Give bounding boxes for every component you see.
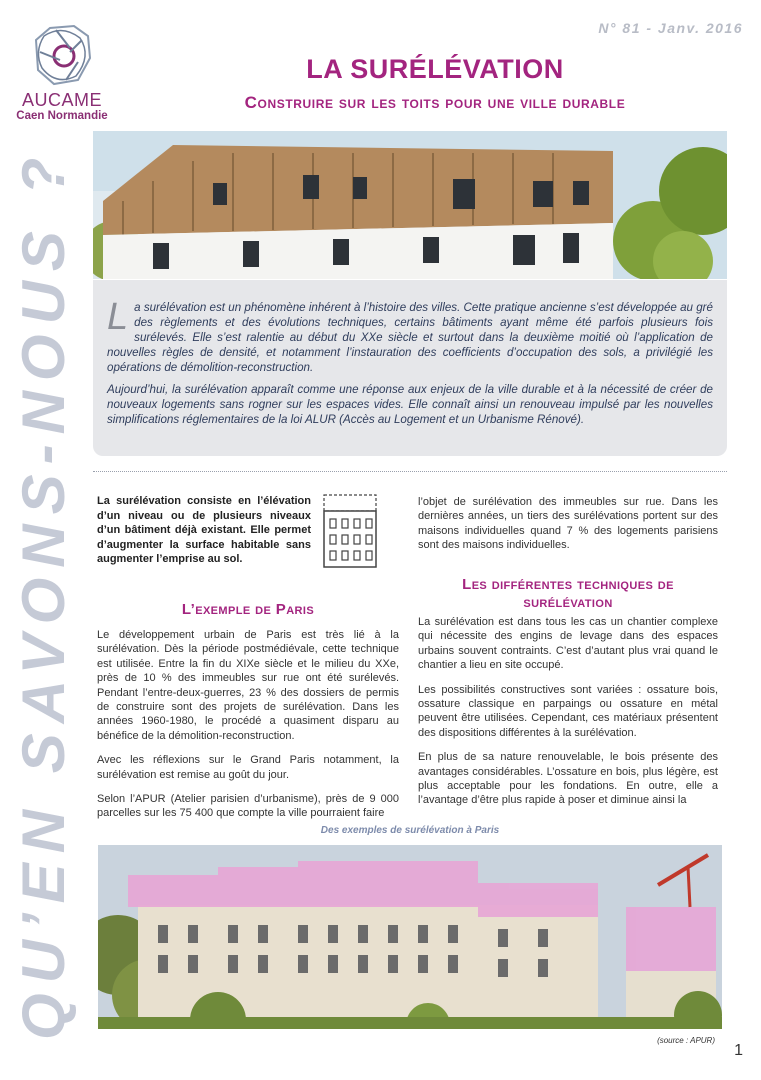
logo-name: AUCAME <box>21 90 102 110</box>
building-elevation-icon <box>318 493 382 569</box>
series-title: QU’EN SAVONS-NOUS ? <box>10 147 77 1040</box>
photo-source: (source : APUR) <box>657 1036 715 1045</box>
heading-techniques: Les différentes techniques de surélévation <box>462 576 674 611</box>
definition-text: La surélévation consiste en l’élévation d’un niveau ou de plusieurs niveaux d’un bâtiment déjà existant. Elle permet d’augmenter la surface habitable sans augmenter l’emprise au sol. <box>97 495 311 566</box>
intro-paragraph-2: Aujourd’hui, la surélévation apparaît comme une réponse aux enjeux de la ville durable et à la nécessité de créer de nouveaux logements sans rogner sur les espaces vides. Elle connaît ainsi un renouveau impulsé par les nouvelles simplifications réglementaires de la loi ALUR (Accès au Logement et un Urbanisme Rénové). <box>107 383 713 426</box>
logo-subtitle: Caen Normandie <box>16 110 108 122</box>
intro-box <box>93 280 727 456</box>
intro-text-1: a surélévation est un phénomène inhérent à l’histoire des villes. Cette pratique ancienne s’est développée au gré des règlements et des évolutions techniques, certains bâtiments ayant même été parfois plusieurs fois surélevés. Elle s’est ralentie au début du XXe siècle et surtout dans la deuxième moitié où l’application de nouvelles règles de densité, et notamment l’instauration des coefficients d’occupation des sols, a privilégié les opérations de démolition-reconstruction. <box>107 301 713 374</box>
paris-buildings-photo <box>98 845 722 1029</box>
aucame-logo[interactable] <box>6 22 118 122</box>
tech-paragraph-1: La surélévation est dans tous les cas un chantier complexe qui nécessite des engins de levage dans des espaces urbains souvent contraints. C’est d’autant plus vrai quand le chantier a lieu en site occupé. <box>418 616 718 672</box>
aucame-emblem-icon <box>30 22 94 88</box>
paris-paragraph-3: Selon l’APUR (Atelier parisien d’urbanisme), près de 9 000 parcelles sur les 75 400 que compte la ville pourraient faire <box>97 793 399 820</box>
photo-caption: Des exemples de surélévation à Paris <box>320 825 500 836</box>
heading-paris: L’exemple de Paris <box>181 601 315 618</box>
column-left <box>97 628 399 831</box>
intro-paragraph-1 <box>107 296 713 375</box>
page-number: 1 <box>734 1042 743 1059</box>
intro-dropcap: L <box>107 296 129 338</box>
tech-paragraph-3: En plus de sa nature renouvelable, le bois présente des avantages considérables. L’ossature en bois, plus légère, est plus acceptable pour les fondations. En outre, elle a l’avantage d’être plus rapide à poser et diminue ainsi la <box>418 751 718 807</box>
page-title: LA SURÉLÉVATION <box>306 54 564 84</box>
hero-photo <box>93 131 727 279</box>
section-divider <box>93 471 727 472</box>
paris-paragraph-2: Avec les réflexions sur le Grand Paris notamment, la surélévation est remise au goût du jour. <box>97 754 399 781</box>
column-right-techniques <box>418 615 718 818</box>
paris-paragraph-1: Le développement urbain de Paris est très lié à la surélévation. Dès la période postmédiévale, cette technique est utilisée. Entre la fin du XIXe siècle et le milieu du XXe, près de 10 % des immeubles sur rue ont été surélevés. Pendant l’entre-deux-guerres, 23 % des dossiers de permis de construire sont des projets de surélévation. Dans les années 1960-1980, le procédé a quasiment disparu au bénéfice de la démolition-reconstruction. <box>97 629 399 742</box>
column-right <box>418 495 718 563</box>
tech-paragraph-2: Les possibilités constructives sont variées : ossature bois, ossature classique en parpaings ou ossature en métal peuvent être utilisées. Cependant, ces matériaux présentent des dispositions différentes à la surélévation. <box>418 683 718 739</box>
issue-number: N° 81 - Janv. 2016 <box>598 20 743 36</box>
page-subtitle: Construire sur les toits pour une ville durable <box>244 93 626 112</box>
right-paragraph-0: l’objet de surélévation des immeubles sur rue. Dans les dernières années, un tiers des surélévations portent sur des maisons individuelles quand 7 % des logements parisiens sont des maisons individuelles. <box>418 496 718 552</box>
